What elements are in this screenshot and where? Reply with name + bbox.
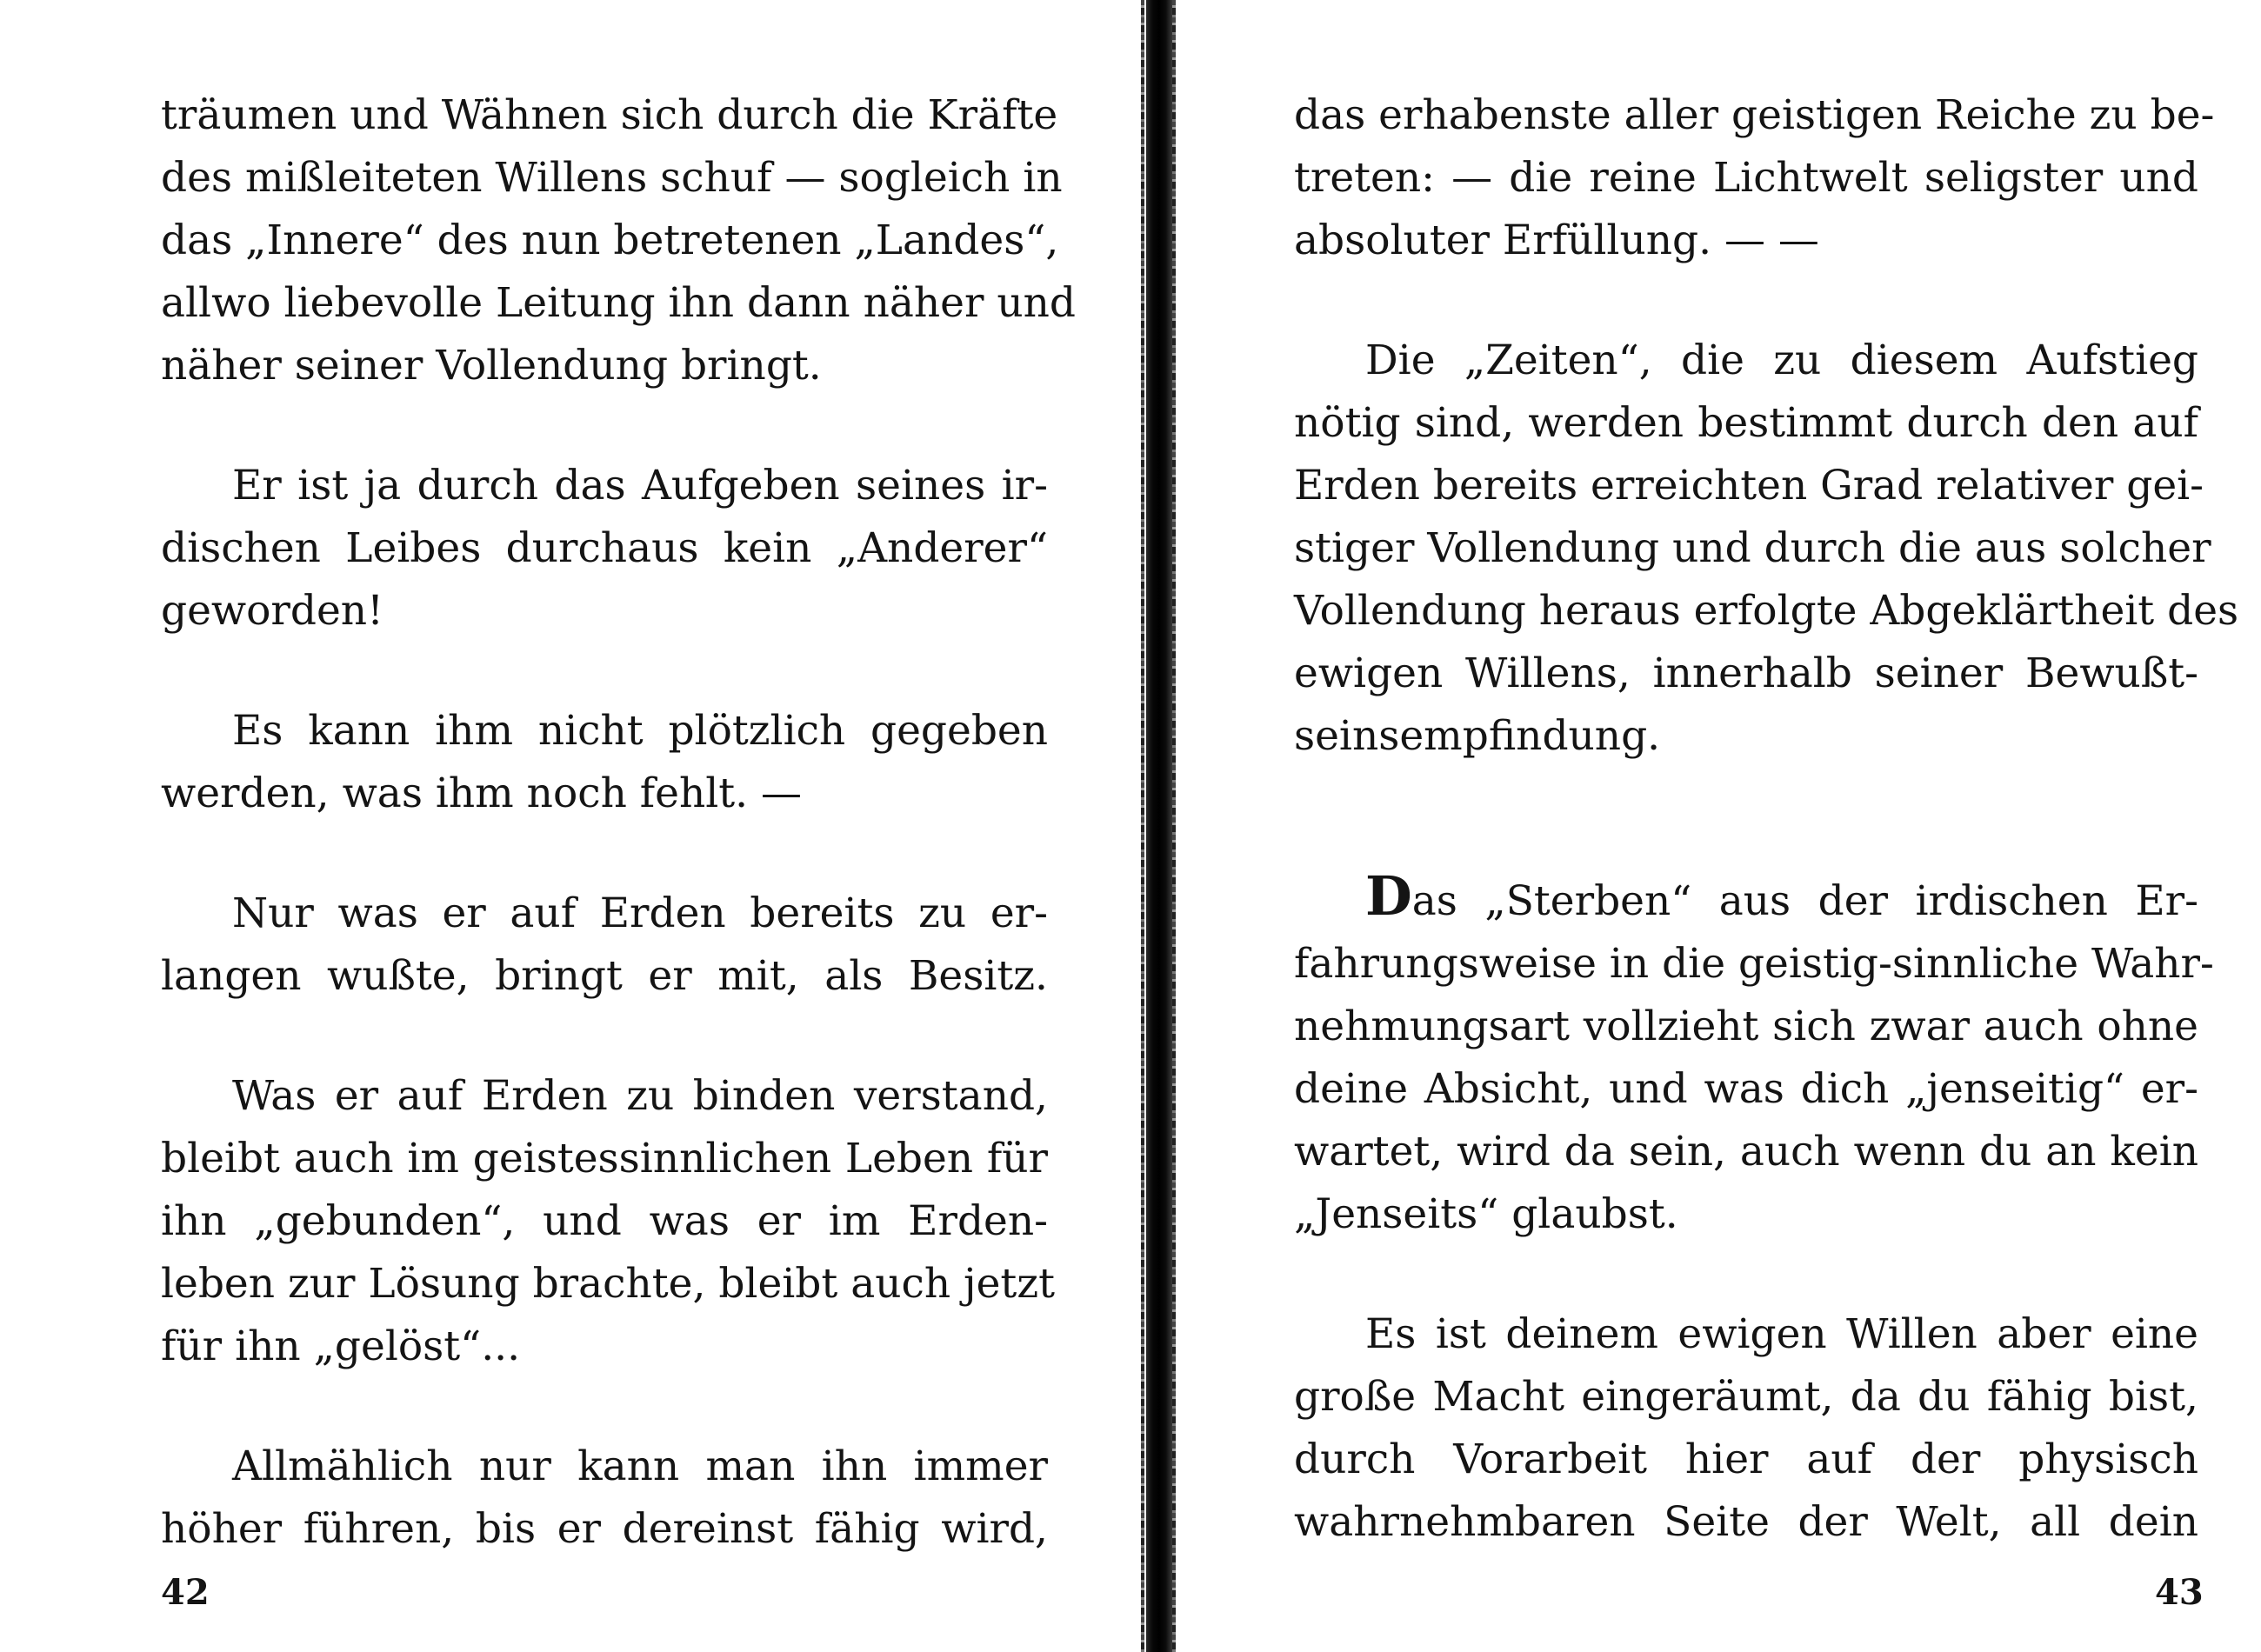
- drop-cap: D: [1365, 864, 1412, 928]
- text-line: „Jenseits“ glaubst.: [1294, 1190, 1678, 1238]
- right-page: [1130, 0, 2261, 1652]
- text-line: allwo liebevolle Leitung ihn dann näher und: [161, 279, 1077, 327]
- text-line: große Macht eingeräumt, da du fähig bist,: [1294, 1373, 2198, 1421]
- text-line: Was er auf Erden zu binden verstand,: [232, 1072, 1048, 1120]
- text-line: seinsempfindung.: [1294, 712, 1661, 760]
- left-page: [0, 0, 1130, 1652]
- text-line: stiger Vollendung und durch die aus solcher: [1294, 524, 2211, 572]
- text-line: wartet, wird da sein, auch wenn du an kein: [1294, 1128, 2198, 1176]
- text-line: das „Innere“ des nun betretenen „Landes“,: [161, 216, 1059, 264]
- text-line: durch Vorarbeit hier auf der physisch: [1294, 1436, 2198, 1483]
- text-line: träumen und Wähnen sich durch die Kräfte: [161, 91, 1058, 139]
- text-line: bleibt auch im geistessinnlichen Leben für: [161, 1135, 1048, 1182]
- text-line: für ihn „gelöst“...: [161, 1322, 521, 1370]
- text-line: treten: — die reine Lichtwelt seligster und: [1294, 154, 2198, 202]
- text-line: langen wußte, bringt er mit, als Besitz.: [161, 952, 1048, 1000]
- text-line: Vollendung heraus erfolgte Abgeklärtheit des: [1294, 587, 2239, 635]
- text-line: absoluter Erfüllung. — —: [1294, 216, 1819, 264]
- left-page-text: [161, 84, 1077, 1561]
- text-line: geworden!: [161, 587, 384, 635]
- text-line-rest: as „Sterben“ aus der irdischen Er-: [1411, 877, 2198, 925]
- text-line: Er ist ja durch das Aufgeben seines ir-: [232, 462, 1048, 510]
- text-line: Erden bereits erreichten Grad relativer gei-: [1294, 462, 2204, 510]
- text-line: nehmungsart vollzieht sich zwar auch ohne: [1294, 1003, 2198, 1050]
- page-number: 43: [2155, 1572, 2204, 1613]
- text-line: das erhabenste aller geistigen Reiche zu be-: [1294, 91, 2215, 139]
- text-line: [1294, 864, 2198, 933]
- text-line: näher seiner Vollendung bringt.: [161, 342, 822, 390]
- text-line: höher führen, bis er dereinst fähig wird,: [161, 1505, 1048, 1553]
- text-line: des mißleiteten Willens schuf — sogleich in: [161, 154, 1063, 202]
- text-line: Es kann ihm nicht plötzlich gegeben: [232, 707, 1048, 755]
- text-line: dischen Leibes durchaus kein „Anderer“: [161, 524, 1048, 572]
- text-line: deine Absicht, und was dich „jenseitig“ er-: [1294, 1065, 2198, 1113]
- text-line: Nur was er auf Erden bereits zu er-: [232, 889, 1048, 937]
- text-line: leben zur Lösung brachte, bleibt auch jetzt: [161, 1260, 1055, 1308]
- text-line: ewigen Willens, innerhalb seiner Bewußt-: [1294, 649, 2198, 697]
- text-line: Es ist deinem ewigen Willen aber eine: [1365, 1310, 2198, 1358]
- text-line: Allmählich nur kann man ihn immer: [232, 1442, 1048, 1490]
- text-line: Die „Zeiten“, die zu diesem Aufstieg: [1365, 336, 2198, 384]
- page-number: 42: [161, 1572, 210, 1613]
- text-line: werden, was ihm noch fehlt. —: [161, 769, 803, 817]
- text-line: ihn „gebunden“, und was er im Erden-: [161, 1197, 1048, 1245]
- text-line: nötig sind, werden bestimmt durch den auf: [1294, 399, 2198, 447]
- text-line: fahrungsweise in die geistig-sinnliche Wahr-: [1294, 940, 2214, 988]
- right-page-text: [1294, 84, 2239, 1554]
- text-line: wahrnehmbaren Seite der Welt, all dein: [1294, 1498, 2198, 1546]
